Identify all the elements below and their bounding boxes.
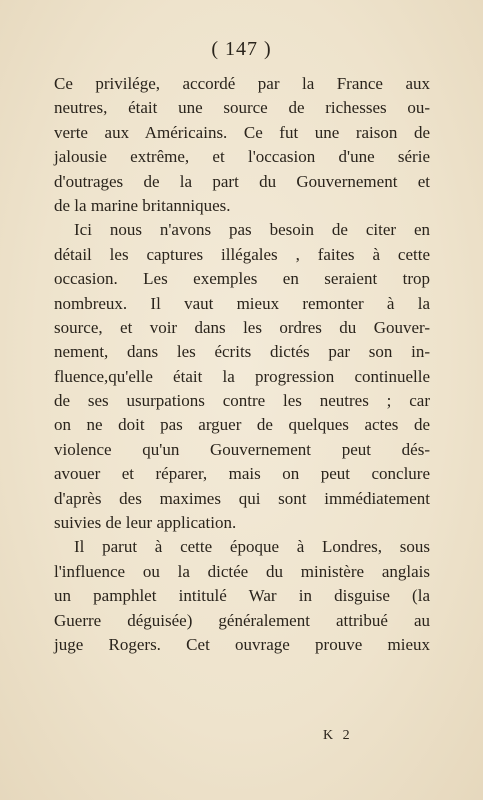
signature-mark: K 2	[323, 728, 353, 743]
text-line: Il parut à cette époque à Londres, sous	[74, 537, 430, 557]
text-line: Ici nous n'avons pas besoin de citer en	[74, 220, 430, 240]
text-line: on ne doit pas arguer de quelques actes de	[54, 415, 430, 435]
text-line: de ses usurpations contre les neutres ; car	[54, 391, 430, 411]
text-line: occasion. Les exemples en seraient trop	[54, 269, 430, 289]
text-line: Ce privilége, accordé par la France aux	[54, 74, 430, 93]
text-line: nombreux. Il vaut mieux remonter à la	[54, 293, 430, 313]
text-line: nement, dans les écrits dictés par son in-	[54, 342, 430, 362]
text-line: Guerre déguisée) généralement attribué au	[54, 610, 430, 630]
text-line: juge Rogers. Cet ouvrage prouve mieux	[54, 634, 430, 654]
text-line: violence qu'un Gouvernement peut dés-	[54, 439, 430, 459]
text-line: d'après des maximes qui sont immédiatement	[54, 488, 430, 508]
text-line: de la marine britanniques.	[54, 195, 231, 215]
text-line: d'outrages de la part du Gouvernement et	[54, 171, 430, 191]
text-line: avouer et réparer, mais on peut conclure	[54, 464, 430, 484]
text-line: source, et voir dans les ordres du Gouver-	[54, 317, 430, 337]
text-line: détail les captures illégales , faites à cette	[54, 244, 430, 264]
page-number: ( 147 )	[211, 38, 272, 60]
body-text	[54, 72, 430, 657]
text-line: l'influence ou la dictée du ministère anglais	[54, 561, 430, 581]
text-line: un pamphlet intitulé War in disguise (la	[54, 586, 430, 606]
text-line: suivies de leur application.	[54, 513, 237, 533]
text-line: jalousie extrême, et l'occasion d'une série	[54, 147, 430, 167]
text-line: neutres, était une source de richesses ou-	[54, 98, 430, 118]
text-line: verte aux Américains. Ce fut une raison de	[54, 122, 430, 142]
text-line: fluence,qu'elle était la progression continuelle	[54, 366, 430, 386]
